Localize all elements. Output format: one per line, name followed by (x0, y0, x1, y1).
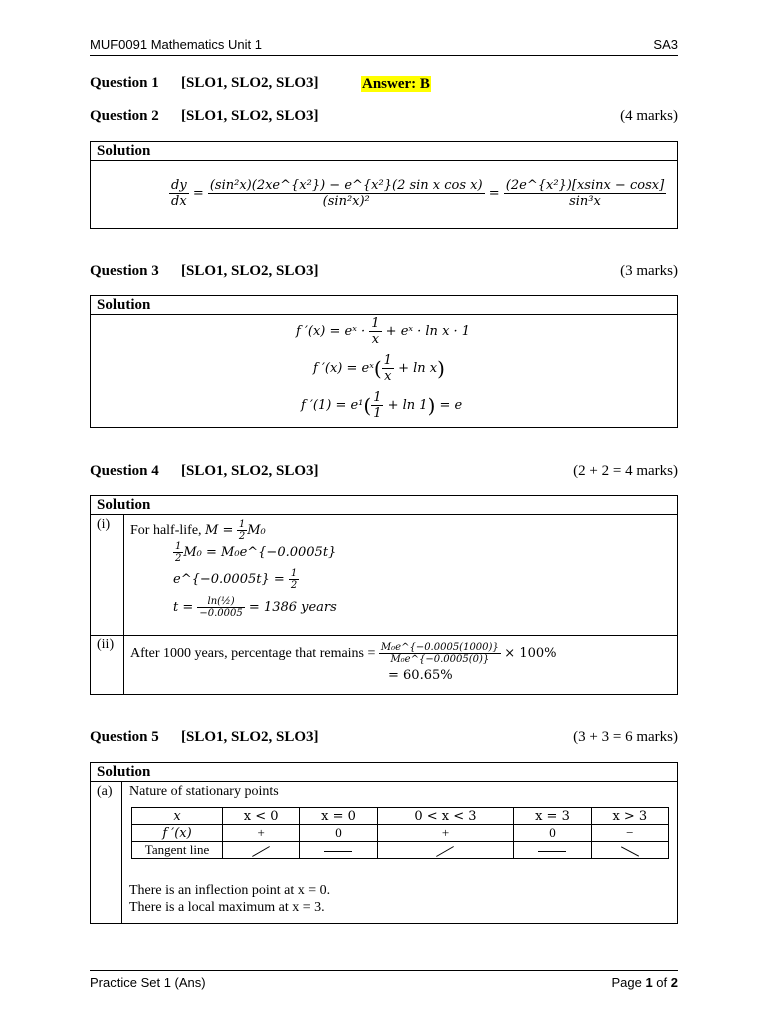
q1-slo: [SLO1, SLO2, SLO3] (181, 75, 319, 91)
tangent-down-5 (621, 846, 639, 856)
q4-ii-num: M₀e^{−0.0005(1000)} (380, 642, 499, 653)
q3-l3c: = e (439, 398, 463, 413)
sign-table-tangent-row (132, 842, 669, 859)
q4-i-l3-half-num: 1 (290, 568, 298, 579)
q4-ii-text: After 1000 years, percentage that remains = (130, 646, 376, 661)
sign-table-header-row (132, 808, 669, 825)
q3-slo: [SLO1, SLO2, SLO3] (181, 263, 319, 279)
q3-marks: (3 marks) (620, 263, 678, 279)
q2-slo: [SLO1, SLO2, SLO3] (181, 108, 319, 124)
q4-i-l4b: = 1386 years (248, 600, 337, 615)
q4-ii-result: = 60.65% (388, 668, 453, 683)
q3-l2den: x (384, 369, 392, 384)
q4-ii-line1 (130, 642, 557, 665)
q2-solution-box (90, 141, 678, 229)
sign-head-1: x < 0 (223, 808, 300, 825)
tangent-flat-4 (538, 851, 566, 852)
q4-i-l2-half-num: 1 (175, 541, 182, 552)
q5-conclusion-1: There is an inflection point at x = 0. (129, 883, 331, 898)
q3-l3a: f ′(1) = e¹ (301, 398, 364, 413)
q4-part-i: (i) (97, 517, 111, 532)
footer-page-total: 2 (670, 975, 678, 990)
q2-marks: (4 marks) (620, 108, 678, 124)
tangent-cell-4 (514, 842, 591, 859)
tangent-cell-5 (591, 842, 668, 859)
q1-answer: Answer: B (362, 76, 430, 92)
q3-l2a: f ′(x) = eˣ (313, 361, 374, 376)
q3-l1den: x (371, 332, 380, 347)
header-rule (90, 55, 678, 56)
sign-fprime-4: 0 (514, 825, 591, 842)
q2-lhs-num: dy (171, 178, 187, 193)
tangent-cell-2 (300, 842, 377, 859)
sign-fprime-1: + (223, 825, 300, 842)
tangent-up-1 (252, 846, 270, 857)
q3-l1num: 1 (371, 316, 380, 331)
q4-i-l3-half-den: 2 (290, 580, 298, 591)
q4-solution-box (90, 495, 678, 695)
sign-table-fprime-row (132, 825, 669, 842)
q4-marks: (2 + 2 = 4 marks) (573, 463, 678, 479)
q5-conclusion-2: There is a local maximum at x = 3. (129, 900, 325, 915)
q3-l3num: 1 (373, 390, 382, 405)
q4-i-line4 (173, 596, 337, 619)
q5-solution-box (90, 762, 678, 924)
q4-i-l2b: M₀ = M₀e^{−0.0005t} (183, 545, 337, 560)
q3-label: Question 3 (90, 263, 159, 279)
q4-ii-pct: × 100% (504, 646, 557, 661)
q4-i-l3: e^{−0.0005t} = (173, 572, 285, 587)
q4-i-line1 (130, 519, 266, 542)
q4-row-divider (91, 635, 677, 636)
sign-table (131, 807, 669, 859)
sign-head-3: 0 < x < 3 (377, 808, 514, 825)
q3-line1 (296, 316, 470, 347)
q3-l1a: f ′(x) = eˣ · (296, 324, 366, 339)
tangent-flat-2 (324, 851, 352, 852)
q5-label: Question 5 (90, 729, 159, 745)
q3-line3: f ′(1) = e¹( $\frac{1}{1}$ + ln 1) = e (301, 390, 463, 421)
q4-i-half-den: 2 (238, 531, 246, 542)
sign-head-5: x > 3 (591, 808, 668, 825)
q4-i-m0: M₀ (247, 523, 266, 538)
sign-fprime-label: f ′(x) (132, 825, 223, 842)
q2-lhs-den: dx (171, 194, 187, 209)
q3-solution-box (90, 295, 678, 428)
q4-label: Question 4 (90, 463, 159, 479)
q4-solution-heading: Solution (91, 496, 677, 515)
q4-ii-den: M₀e^{−0.0005(0)} (390, 654, 490, 665)
q2-rhs-num: (2e^{x²})[xsinx − cosx] (505, 178, 665, 193)
q5-part-a: (a) (97, 784, 113, 799)
sign-head-x: x (132, 808, 223, 825)
q4-i-l4den: −0.0005 (199, 608, 243, 619)
q2-mid-den: (sin²x)² (322, 194, 370, 209)
q2-mid-num: (sin²x)(2xe^{x²}) − e^{x²}(2 sin x cos x) (209, 178, 483, 193)
q5-col-divider (121, 782, 122, 923)
q2-equation (169, 178, 666, 209)
footer-page-number (611, 975, 678, 990)
q3-l1b: + eˣ · ln x · 1 (385, 324, 471, 339)
footer-page-of: of (652, 975, 671, 990)
footer-practice-set: Practice Set 1 (Ans) (90, 975, 206, 990)
q5-solution-heading: Solution (91, 763, 677, 782)
q3-line2: f ′(x) = eˣ( $\frac{1}{x}$ + ln x) (313, 353, 445, 384)
q4-i-l2-half-den: 2 (175, 553, 182, 564)
q3-l2b: + ln x (398, 361, 438, 376)
q1-label: Question 1 (90, 75, 159, 91)
q2-label: Question 2 (90, 108, 159, 124)
tangent-cell-3 (377, 842, 514, 859)
q5-slo: [SLO1, SLO2, SLO3] (181, 729, 319, 745)
footer-page-num: 1 (645, 975, 653, 990)
footer-page-prefix: Page (611, 975, 646, 990)
header-section-code: SA3 (653, 37, 678, 52)
q3-l3b: + ln 1 (387, 398, 428, 413)
q4-i-half-num: 1 (238, 519, 246, 530)
sign-fprime-2: 0 (300, 825, 377, 842)
q2-rhs-den: sin³x (569, 194, 601, 209)
q4-part-ii: (ii) (97, 637, 115, 652)
q3-l2num: 1 (383, 353, 392, 368)
q4-col-divider (123, 515, 124, 694)
q5-marks: (3 + 3 = 6 marks) (573, 729, 678, 745)
header-course-title: MUF0091 Mathematics Unit 1 (90, 37, 262, 52)
sign-fprime-5: − (591, 825, 668, 842)
q4-i-l4a: t = (173, 600, 194, 615)
q4-i-line2 (173, 541, 336, 564)
sign-tangent-label: Tangent line (132, 842, 223, 859)
tangent-up-3 (437, 846, 455, 857)
q3-solution-heading: Solution (91, 296, 677, 315)
q4-i-line3 (173, 568, 299, 591)
q4-i-l1-text: For half-life, (130, 523, 202, 538)
q2-eq2: = (488, 186, 500, 201)
q3-l3den: 1 (373, 406, 382, 421)
tangent-cell-1 (223, 842, 300, 859)
sign-fprime-3: + (377, 825, 514, 842)
q2-solution-heading: Solution (91, 142, 677, 161)
q4-i-l4num: ln(½) (197, 596, 244, 608)
footer-rule (90, 970, 678, 971)
sign-head-4: x = 3 (514, 808, 591, 825)
q2-eq1: = (192, 186, 204, 201)
q5-a-title: Nature of stationary points (129, 784, 279, 799)
q4-slo: [SLO1, SLO2, SLO3] (181, 463, 319, 479)
sign-head-2: x = 0 (300, 808, 377, 825)
q4-i-l1-m: M = (205, 523, 234, 538)
